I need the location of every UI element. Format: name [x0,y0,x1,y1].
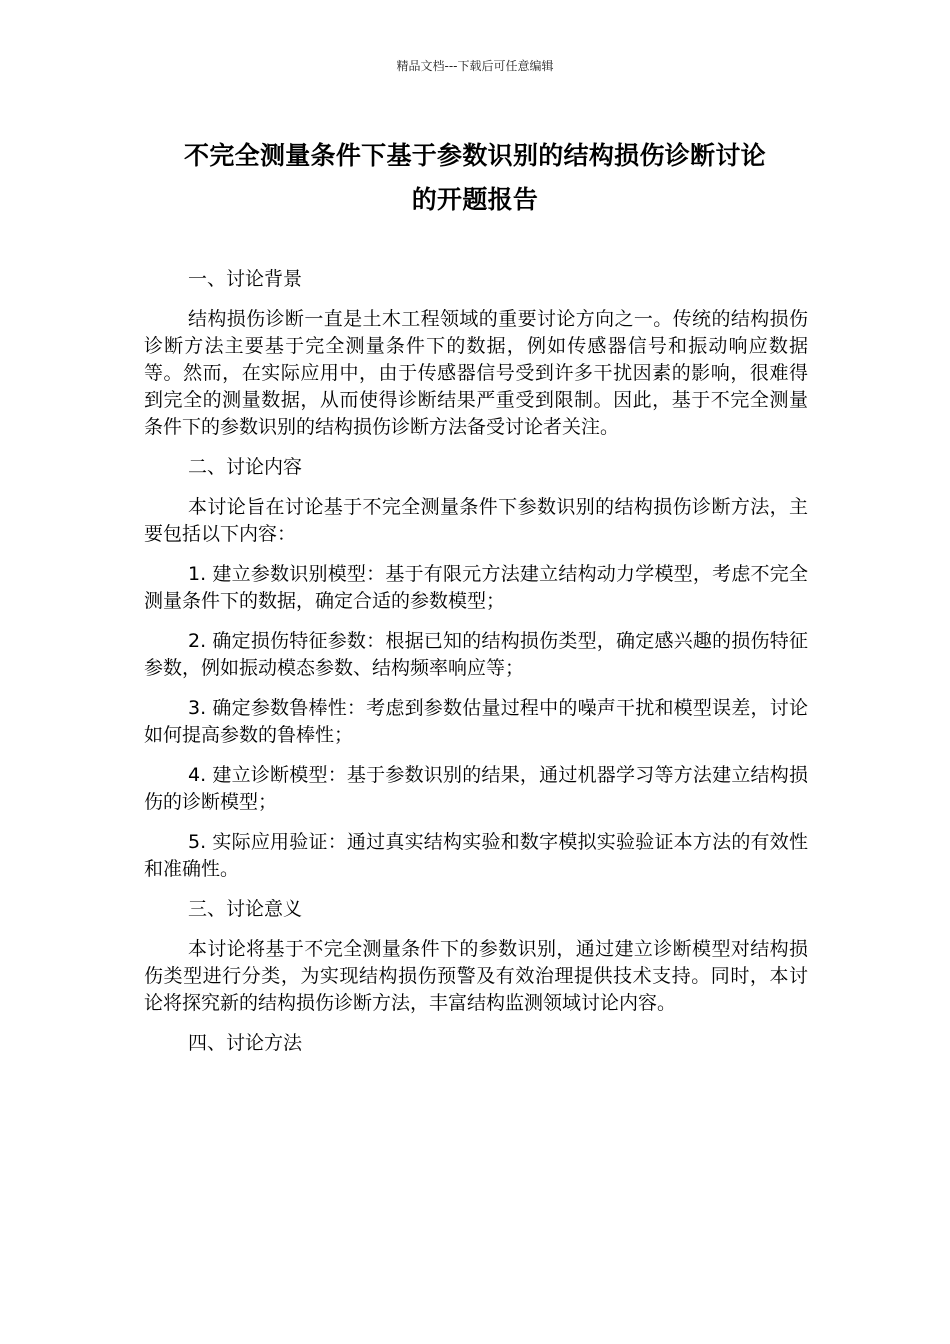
content-item-3: 3. 确定参数鲁棒性：考虑到参数估量过程中的噪声干扰和模型误差，讨论如何提高参数的鲁棒性； [144,697,808,746]
content-item-5: 5. 实际应用验证：通过真实结构实验和数字模拟实验验证本方法的有效性和准确性。 [144,831,808,880]
section-heading-content: 二、讨论内容 [188,456,303,478]
background-paragraph: 结构损伤诊断一直是土木工程领域的重要讨论方向之一。传统的结构损伤诊断方法主要基于完全测量条件下的数据，例如传感器信号和振动响应数据等。然而，在实际应用中，由于传感器信号受到许多干扰因素的影响，很难得到完全的测量数据，从而使得诊断结果严重受到限制。因此，基于不完全测量条件下的参数识别的结构损伤诊断方法备受讨论者关注。 [144,308,808,438]
document-body [144,266,808,1070]
document-title [140,134,810,222]
content-intro-paragraph: 本讨论旨在讨论基于不完全测量条件下参数识别的结构损伤诊断方法，主要包括以下内容： [144,496,808,545]
content-item-1: 1. 建立参数识别模型：基于有限元方法建立结构动力学模型，考虑不完全测量条件下的数据，确定合适的参数模型； [144,563,808,612]
content-item-4: 4. 建立诊断模型：基于参数识别的结果，通过机器学习等方法建立结构损伤的诊断模型； [144,764,808,813]
title-line-1: 不完全测量条件下基于参数识别的结构损伤诊断讨论 [184,141,766,170]
content-item-2: 2. 确定损伤特征参数：根据已知的结构损伤类型，确定感兴趣的损伤特征参数，例如振动模态参数、结构频率响应等； [144,630,808,679]
section-heading-background: 一、讨论背景 [188,268,303,290]
section-heading-significance: 三、讨论意义 [188,898,303,920]
section-heading-method: 四、讨论方法 [188,1032,303,1054]
significance-paragraph: 本讨论将基于不完全测量条件下的参数识别，通过建立诊断模型对结构损伤类型进行分类，为实现结构损伤预警及有效治理提供技术支持。同时，本讨论将探究新的结构损伤诊断方法，丰富结构监测领域讨论内容。 [144,938,808,1014]
title-line-2: 的开题报告 [411,185,539,214]
header-note: 精品文档---下载后可任意编辑 [396,59,554,73]
